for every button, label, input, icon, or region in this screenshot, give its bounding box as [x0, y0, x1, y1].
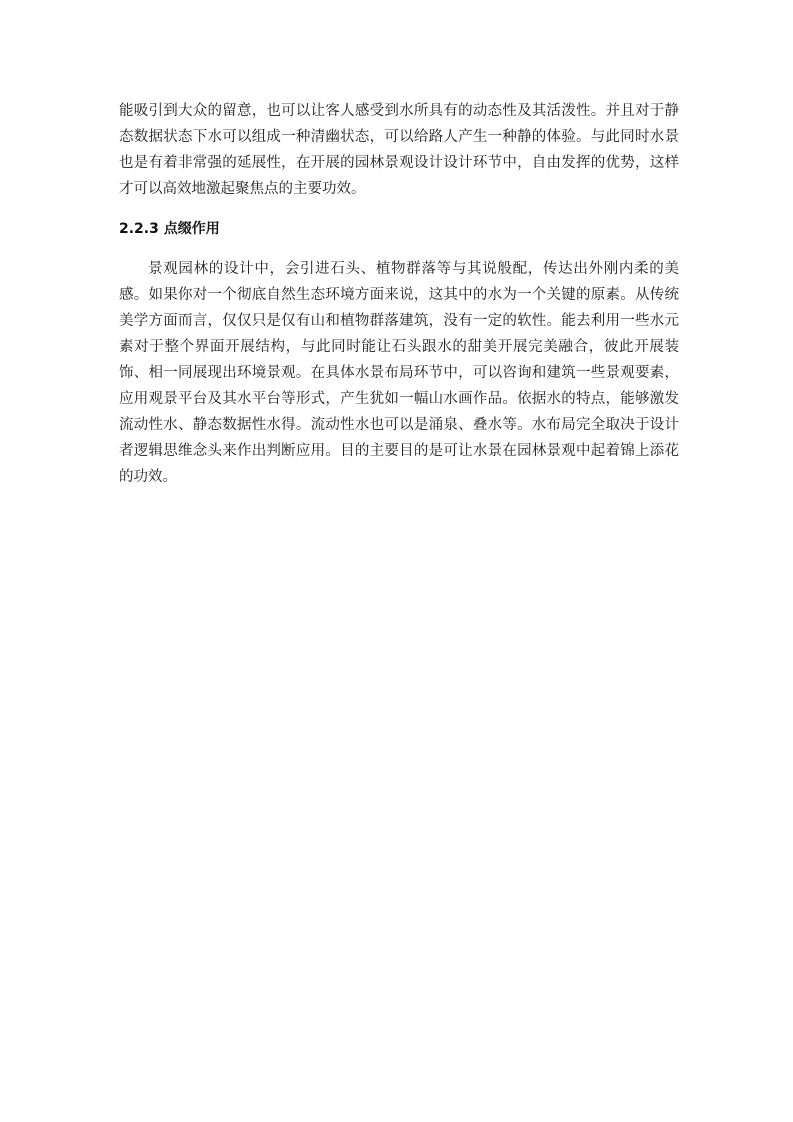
section-heading: 2.2.3 点缀作用	[119, 221, 220, 237]
body-paragraph: 能吸引到大众的留意，也可以让客人感受到水所具有的动态性及其活泼性。并且对于静态数据状态下水可以组成一种清幽状态，可以给路人产生一种静的体验。与此同时水景也是有着非常强的延展性，在开展的园林景观设计设计环节中，自由发挥的优势，这样才可以高效地激起聚焦点的主要功效。	[119, 103, 679, 197]
document-body	[119, 98, 679, 490]
body-paragraph: 景观园林的设计中，会引进石头、植物群落等与其说般配，传达出外刚内柔的美感。如果你对一个彻底自然生态环境方面来说，这其中的水为一个关键的原素。从传统美学方面而言，仅仅只是仅有山和植物群落建筑，没有一定的软性。能去利用一些水元素对于整个界面开展结构，与此同时能让石头跟水的甜美开展完美融合，彼此开展装饰、相一同展现出环境景观。在具体水景布局环节中，可以咨询和建筑一些景观要素，应用观景平台及其水平台等形式，产生犹如一幅山水画作品。依据水的特点，能够激发流动性水、静态数据性水得。流动性水也可以是涌泉、叠水等。水布局完全取决于设计者逻辑思维念头来作出判断应用。目的主要目的是可让水景在园林景观中起着锦上添花的功效。	[119, 261, 679, 485]
